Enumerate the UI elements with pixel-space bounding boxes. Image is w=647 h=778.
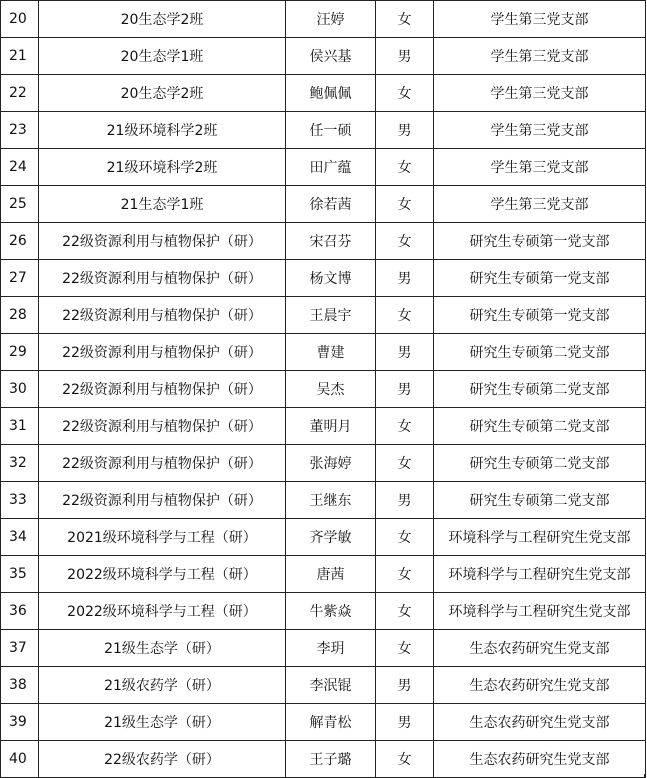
cell-party-branch: 生态农药研究生党支部 bbox=[434, 741, 646, 778]
cell-class: 22级资源利用与植物保护（研） bbox=[39, 223, 286, 260]
table-row bbox=[1, 556, 646, 593]
cell-party-branch: 研究生专硕第二党支部 bbox=[434, 445, 646, 482]
cell-party-branch: 环境科学与工程研究生党支部 bbox=[434, 556, 646, 593]
cell-party-branch: 环境科学与工程研究生党支部 bbox=[434, 519, 646, 556]
cell-gender: 男 bbox=[376, 260, 434, 297]
cell-row-number: 36 bbox=[1, 593, 39, 630]
cell-gender: 女 bbox=[376, 593, 434, 630]
cell-gender: 女 bbox=[376, 1, 434, 38]
cell-row-number: 39 bbox=[1, 704, 39, 741]
cell-name: 侯兴基 bbox=[286, 38, 376, 75]
cell-name: 任一硕 bbox=[286, 112, 376, 149]
table-row bbox=[1, 371, 646, 408]
cell-row-number: 25 bbox=[1, 186, 39, 223]
cell-gender: 女 bbox=[376, 741, 434, 778]
cell-class: 21级农药学（研） bbox=[39, 667, 286, 704]
table-row bbox=[1, 667, 646, 704]
cell-row-number: 35 bbox=[1, 556, 39, 593]
cell-party-branch: 研究生专硕第二党支部 bbox=[434, 371, 646, 408]
cell-name: 李泯锟 bbox=[286, 667, 376, 704]
table-row bbox=[1, 519, 646, 556]
cell-party-branch: 研究生专硕第一党支部 bbox=[434, 297, 646, 334]
cell-party-branch: 生态农药研究生党支部 bbox=[434, 704, 646, 741]
table-row bbox=[1, 149, 646, 186]
cell-row-number: 30 bbox=[1, 371, 39, 408]
cell-row-number: 32 bbox=[1, 445, 39, 482]
cell-class: 21生态学1班 bbox=[39, 186, 286, 223]
cell-row-number: 21 bbox=[1, 38, 39, 75]
cell-class: 22级农药学（研） bbox=[39, 741, 286, 778]
cell-name: 宋召芬 bbox=[286, 223, 376, 260]
cell-class: 20生态学2班 bbox=[39, 75, 286, 112]
cell-party-branch: 研究生专硕第二党支部 bbox=[434, 482, 646, 519]
cell-party-branch: 学生第三党支部 bbox=[434, 149, 646, 186]
table-continuation-edge bbox=[0, 774, 645, 778]
cell-party-branch: 环境科学与工程研究生党支部 bbox=[434, 593, 646, 630]
cell-gender: 女 bbox=[376, 445, 434, 482]
table-row bbox=[1, 260, 646, 297]
cell-party-branch: 研究生专硕第一党支部 bbox=[434, 223, 646, 260]
cell-name: 解青松 bbox=[286, 704, 376, 741]
cell-class: 22级资源利用与植物保护（研） bbox=[39, 482, 286, 519]
cell-row-number: 31 bbox=[1, 408, 39, 445]
cell-class: 22级资源利用与植物保护（研） bbox=[39, 334, 286, 371]
cell-gender: 男 bbox=[376, 38, 434, 75]
table-row bbox=[1, 482, 646, 519]
table-row bbox=[1, 704, 646, 741]
cell-name: 齐学敏 bbox=[286, 519, 376, 556]
cell-name: 汪婷 bbox=[286, 1, 376, 38]
table-row bbox=[1, 297, 646, 334]
cell-party-branch: 研究生专硕第一党支部 bbox=[434, 260, 646, 297]
cell-gender: 女 bbox=[376, 408, 434, 445]
cell-row-number: 34 bbox=[1, 519, 39, 556]
cell-party-branch: 学生第三党支部 bbox=[434, 1, 646, 38]
cell-gender: 男 bbox=[376, 334, 434, 371]
table-row bbox=[1, 223, 646, 260]
table-row bbox=[1, 38, 646, 75]
cell-name: 田广蕴 bbox=[286, 149, 376, 186]
cell-party-branch: 学生第三党支部 bbox=[434, 75, 646, 112]
table-row bbox=[1, 741, 646, 778]
cell-row-number: 24 bbox=[1, 149, 39, 186]
cell-name: 徐若茜 bbox=[286, 186, 376, 223]
table-row bbox=[1, 593, 646, 630]
table-row bbox=[1, 1, 646, 38]
cell-gender: 男 bbox=[376, 667, 434, 704]
cell-class: 22级资源利用与植物保护（研） bbox=[39, 408, 286, 445]
cell-row-number: 22 bbox=[1, 75, 39, 112]
cell-class: 2022级环境科学与工程（研） bbox=[39, 556, 286, 593]
cell-row-number: 28 bbox=[1, 297, 39, 334]
cell-gender: 男 bbox=[376, 704, 434, 741]
cell-party-branch: 研究生专硕第二党支部 bbox=[434, 408, 646, 445]
cell-name: 李玥 bbox=[286, 630, 376, 667]
cell-gender: 女 bbox=[376, 556, 434, 593]
cell-name: 杨文博 bbox=[286, 260, 376, 297]
cell-gender: 男 bbox=[376, 112, 434, 149]
cell-class: 21级环境科学2班 bbox=[39, 112, 286, 149]
cell-class: 2022级环境科学与工程（研） bbox=[39, 593, 286, 630]
cell-class: 21级生态学（研） bbox=[39, 630, 286, 667]
cell-name: 鲍佩佩 bbox=[286, 75, 376, 112]
cell-name: 唐茜 bbox=[286, 556, 376, 593]
cell-gender: 女 bbox=[376, 630, 434, 667]
cell-gender: 女 bbox=[376, 75, 434, 112]
cell-class: 21级环境科学2班 bbox=[39, 149, 286, 186]
cell-name: 张海婷 bbox=[286, 445, 376, 482]
cell-row-number: 29 bbox=[1, 334, 39, 371]
cell-name: 董明月 bbox=[286, 408, 376, 445]
cell-gender: 女 bbox=[376, 149, 434, 186]
table-row bbox=[1, 334, 646, 371]
cell-name: 牛紫焱 bbox=[286, 593, 376, 630]
cell-class: 22级资源利用与植物保护（研） bbox=[39, 371, 286, 408]
cell-gender: 女 bbox=[376, 297, 434, 334]
table-row bbox=[1, 75, 646, 112]
cell-party-branch: 生态农药研究生党支部 bbox=[434, 630, 646, 667]
cell-class: 2021级环境科学与工程（研） bbox=[39, 519, 286, 556]
cell-row-number: 40 bbox=[1, 741, 39, 778]
table-row bbox=[1, 112, 646, 149]
cell-gender: 男 bbox=[376, 482, 434, 519]
table-row bbox=[1, 408, 646, 445]
cell-row-number: 37 bbox=[1, 630, 39, 667]
cell-row-number: 33 bbox=[1, 482, 39, 519]
table-row bbox=[1, 630, 646, 667]
cell-class: 22级资源利用与植物保护（研） bbox=[39, 297, 286, 334]
cell-gender: 女 bbox=[376, 223, 434, 260]
cell-row-number: 26 bbox=[1, 223, 39, 260]
cell-class: 20生态学2班 bbox=[39, 1, 286, 38]
cell-party-branch: 学生第三党支部 bbox=[434, 112, 646, 149]
table-row bbox=[1, 445, 646, 482]
roster-body bbox=[1, 1, 646, 778]
cell-row-number: 23 bbox=[1, 112, 39, 149]
cell-class: 22级资源利用与植物保护（研） bbox=[39, 445, 286, 482]
cell-row-number: 27 bbox=[1, 260, 39, 297]
cell-class: 22级资源利用与植物保护（研） bbox=[39, 260, 286, 297]
cell-party-branch: 学生第三党支部 bbox=[434, 186, 646, 223]
cell-gender: 男 bbox=[376, 371, 434, 408]
cell-party-branch: 学生第三党支部 bbox=[434, 38, 646, 75]
cell-class: 20生态学1班 bbox=[39, 38, 286, 75]
cell-row-number: 38 bbox=[1, 667, 39, 704]
cell-class: 21级生态学（研） bbox=[39, 704, 286, 741]
cell-party-branch: 研究生专硕第二党支部 bbox=[434, 334, 646, 371]
cell-name: 王继东 bbox=[286, 482, 376, 519]
cell-name: 王晨宇 bbox=[286, 297, 376, 334]
cell-name: 曹建 bbox=[286, 334, 376, 371]
cell-name: 吴杰 bbox=[286, 371, 376, 408]
cell-gender: 女 bbox=[376, 186, 434, 223]
cell-name: 王子璐 bbox=[286, 741, 376, 778]
cell-row-number: 20 bbox=[1, 1, 39, 38]
cell-party-branch: 生态农药研究生党支部 bbox=[434, 667, 646, 704]
table-row bbox=[1, 186, 646, 223]
cell-gender: 女 bbox=[376, 519, 434, 556]
